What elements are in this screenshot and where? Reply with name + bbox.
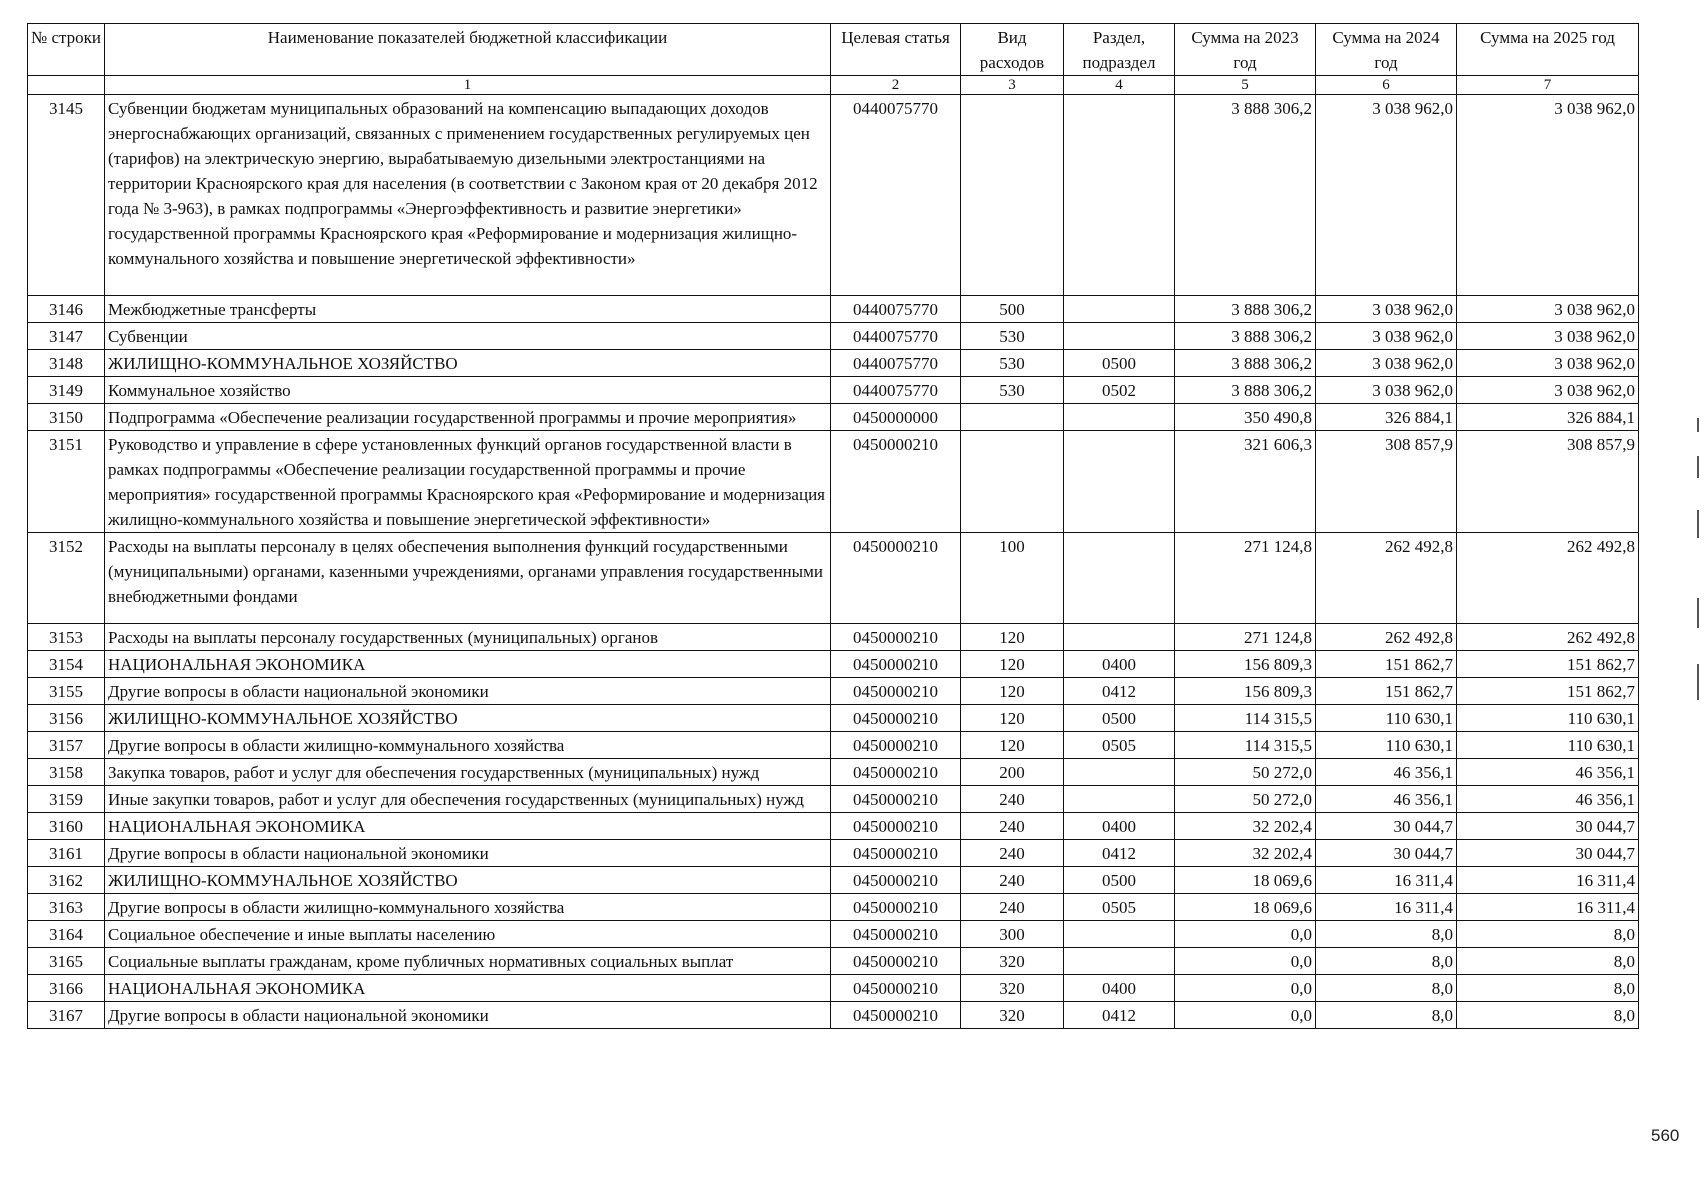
header-sum-2025: Сумма на 2025 год: [1457, 24, 1639, 76]
row-name: Подпрограмма «Обеспечение реализации государственной программы и прочие мероприятия»: [105, 404, 831, 431]
row-target-code: 0450000210: [831, 431, 961, 533]
row-sum-2023: 3 888 306,2: [1175, 95, 1316, 296]
row-expense-kind: 240: [961, 894, 1064, 921]
row-section-code: 0400: [1064, 975, 1175, 1002]
row-sum-2023: 18 069,6: [1175, 894, 1316, 921]
table-row: [28, 840, 1639, 867]
table-row: [28, 404, 1639, 431]
row-expense-kind: 320: [961, 948, 1064, 975]
row-number: 3153: [28, 624, 105, 651]
row-number: 3160: [28, 813, 105, 840]
row-name: Другие вопросы в области национальной экономики: [105, 678, 831, 705]
row-sum-2024: 110 630,1: [1316, 705, 1457, 732]
row-sum-2025: 8,0: [1457, 948, 1639, 975]
row-sum-2025: 3 038 962,0: [1457, 377, 1639, 404]
row-number: 3162: [28, 867, 105, 894]
table-row: [28, 624, 1639, 651]
row-expense-kind: [961, 431, 1064, 533]
column-number: 6: [1316, 76, 1457, 95]
row-number: 3149: [28, 377, 105, 404]
row-sum-2023: 50 272,0: [1175, 786, 1316, 813]
page-number: 560: [1651, 1126, 1680, 1145]
row-section-code: 0412: [1064, 678, 1175, 705]
row-sum-2024: 16 311,4: [1316, 894, 1457, 921]
row-sum-2024: 308 857,9: [1316, 431, 1457, 533]
table-row: [28, 678, 1639, 705]
row-expense-kind: 120: [961, 651, 1064, 678]
row-target-code: 0450000210: [831, 705, 961, 732]
column-number: 5: [1175, 76, 1316, 95]
row-sum-2023: 156 809,3: [1175, 651, 1316, 678]
row-number: 3152: [28, 533, 105, 624]
row-section-code: [1064, 948, 1175, 975]
row-sum-2024: 3 038 962,0: [1316, 296, 1457, 323]
row-expense-kind: 320: [961, 975, 1064, 1002]
row-target-code: 0450000210: [831, 759, 961, 786]
row-expense-kind: 530: [961, 323, 1064, 350]
row-sum-2023: 0,0: [1175, 948, 1316, 975]
row-name: Другие вопросы в области жилищно-коммунального хозяйства: [105, 894, 831, 921]
header-row-no: № строки: [28, 24, 105, 76]
row-expense-kind: 530: [961, 350, 1064, 377]
row-number: 3158: [28, 759, 105, 786]
row-sum-2025: 8,0: [1457, 1002, 1639, 1029]
row-number: 3155: [28, 678, 105, 705]
row-sum-2023: 0,0: [1175, 1002, 1316, 1029]
row-sum-2025: 3 038 962,0: [1457, 95, 1639, 296]
table-row: [28, 921, 1639, 948]
row-name: Другие вопросы в области национальной экономики: [105, 840, 831, 867]
row-expense-kind: 120: [961, 705, 1064, 732]
row-section-code: [1064, 759, 1175, 786]
table-row: [28, 651, 1639, 678]
table-row: [28, 975, 1639, 1002]
row-sum-2023: 3 888 306,2: [1175, 296, 1316, 323]
row-section-code: [1064, 404, 1175, 431]
row-number: 3154: [28, 651, 105, 678]
row-number: 3148: [28, 350, 105, 377]
row-section-code: 0502: [1064, 377, 1175, 404]
row-sum-2025: 110 630,1: [1457, 732, 1639, 759]
row-section-code: 0412: [1064, 840, 1175, 867]
table-row: [28, 377, 1639, 404]
row-number: 3157: [28, 732, 105, 759]
row-sum-2024: 8,0: [1316, 921, 1457, 948]
row-section-code: [1064, 624, 1175, 651]
row-name: ЖИЛИЩНО-КОММУНАЛЬНОЕ ХОЗЯЙСТВО: [105, 350, 831, 377]
row-number: 3147: [28, 323, 105, 350]
row-name: Закупка товаров, работ и услуг для обеспечения государственных (муниципальных) нужд: [105, 759, 831, 786]
row-sum-2025: 46 356,1: [1457, 759, 1639, 786]
column-number: [28, 76, 105, 95]
table-row: [28, 705, 1639, 732]
row-expense-kind: 200: [961, 759, 1064, 786]
row-sum-2024: 3 038 962,0: [1316, 350, 1457, 377]
row-expense-kind: 120: [961, 624, 1064, 651]
row-number: 3145: [28, 95, 105, 296]
table-header-row: [28, 24, 1639, 76]
column-number: 3: [961, 76, 1064, 95]
table-row: [28, 95, 1639, 296]
row-name: Субвенции бюджетам муниципальных образований на компенсацию выпадающих доходов энергоснабжающих организаций, связанных с применением государственных регулируемых цен (тарифов) на электрическую энергию, вырабатываемую дизельными электростанциями на территории Красноярского края для населения (в соответствии с Законом края от 20 декабря 2012 года № 3-963), в рамках подпрограммы «Энергоэффективность и развитие энергетики» государственной программы Красноярского края «Реформирование и модернизация жилищно-коммунального хозяйства и повышение энергетической эффективности»: [105, 95, 831, 296]
row-target-code: 0450000210: [831, 786, 961, 813]
row-target-code: 0450000210: [831, 894, 961, 921]
row-name: Другие вопросы в области национальной экономики: [105, 1002, 831, 1029]
row-expense-kind: 120: [961, 678, 1064, 705]
table-row: [28, 813, 1639, 840]
row-sum-2024: 30 044,7: [1316, 813, 1457, 840]
row-target-code: 0450000210: [831, 533, 961, 624]
row-expense-kind: [961, 95, 1064, 296]
row-sum-2025: 3 038 962,0: [1457, 323, 1639, 350]
row-sum-2025: 262 492,8: [1457, 624, 1639, 651]
row-sum-2025: 308 857,9: [1457, 431, 1639, 533]
row-sum-2024: 3 038 962,0: [1316, 95, 1457, 296]
row-section-code: [1064, 431, 1175, 533]
row-number: 3161: [28, 840, 105, 867]
table-row: [28, 732, 1639, 759]
row-sum-2025: 326 884,1: [1457, 404, 1639, 431]
row-sum-2024: 151 862,7: [1316, 651, 1457, 678]
row-target-code: 0450000210: [831, 921, 961, 948]
row-sum-2025: 16 311,4: [1457, 867, 1639, 894]
row-target-code: 0450000000: [831, 404, 961, 431]
row-sum-2025: 16 311,4: [1457, 894, 1639, 921]
row-expense-kind: 100: [961, 533, 1064, 624]
row-sum-2023: 156 809,3: [1175, 678, 1316, 705]
row-expense-kind: 120: [961, 732, 1064, 759]
row-number: 3146: [28, 296, 105, 323]
row-sum-2024: 3 038 962,0: [1316, 377, 1457, 404]
row-expense-kind: 240: [961, 786, 1064, 813]
row-sum-2025: 262 492,8: [1457, 533, 1639, 624]
scan-edge-marks: [1697, 418, 1701, 708]
row-sum-2024: 8,0: [1316, 948, 1457, 975]
table-row: [28, 948, 1639, 975]
row-sum-2023: 18 069,6: [1175, 867, 1316, 894]
row-section-code: 0412: [1064, 1002, 1175, 1029]
row-section-code: 0500: [1064, 350, 1175, 377]
row-number: 3167: [28, 1002, 105, 1029]
row-section-code: 0505: [1064, 894, 1175, 921]
column-number-row: [28, 76, 1639, 95]
row-name: Социальные выплаты гражданам, кроме публичных нормативных социальных выплат: [105, 948, 831, 975]
row-name: Социальное обеспечение и иные выплаты населению: [105, 921, 831, 948]
row-name: Межбюджетные трансферты: [105, 296, 831, 323]
row-sum-2024: 8,0: [1316, 1002, 1457, 1029]
table-body: [28, 95, 1639, 1029]
row-sum-2023: 50 272,0: [1175, 759, 1316, 786]
table-row: [28, 786, 1639, 813]
table-row: [28, 323, 1639, 350]
row-sum-2023: 0,0: [1175, 975, 1316, 1002]
row-expense-kind: 300: [961, 921, 1064, 948]
row-sum-2024: 46 356,1: [1316, 759, 1457, 786]
row-section-code: [1064, 533, 1175, 624]
header-sum-2024: Сумма на 2024 год: [1316, 24, 1457, 76]
row-sum-2023: 271 124,8: [1175, 533, 1316, 624]
row-sum-2024: 16 311,4: [1316, 867, 1457, 894]
row-sum-2024: 110 630,1: [1316, 732, 1457, 759]
row-name: Субвенции: [105, 323, 831, 350]
row-target-code: 0450000210: [831, 975, 961, 1002]
table-row: [28, 533, 1639, 624]
row-sum-2024: 262 492,8: [1316, 624, 1457, 651]
row-expense-kind: 240: [961, 813, 1064, 840]
row-sum-2024: 326 884,1: [1316, 404, 1457, 431]
row-section-code: [1064, 921, 1175, 948]
column-number: 2: [831, 76, 961, 95]
row-sum-2023: 3 888 306,2: [1175, 377, 1316, 404]
row-name: ЖИЛИЩНО-КОММУНАЛЬНОЕ ХОЗЯЙСТВО: [105, 705, 831, 732]
row-name: Расходы на выплаты персоналу в целях обеспечения выполнения функций государственными (муниципальными) органами, казенными учреждениями, органами управления государственными внебюджетными фондами: [105, 533, 831, 624]
row-name: Руководство и управление в сфере установленных функций органов государственной власти в рамках подпрограммы «Обеспечение реализации государственной программы и прочие мероприятия» государственной программы Красноярского края «Реформирование и модернизация жилищно-коммунального хозяйства и повышение энергетической эффективности»: [105, 431, 831, 533]
row-sum-2025: 30 044,7: [1457, 813, 1639, 840]
table-row: [28, 894, 1639, 921]
budget-table: [27, 23, 1639, 1029]
row-target-code: 0450000210: [831, 651, 961, 678]
header-target: Целевая статья: [831, 24, 961, 76]
row-section-code: 0500: [1064, 705, 1175, 732]
row-sum-2024: 8,0: [1316, 975, 1457, 1002]
row-section-code: 0505: [1064, 732, 1175, 759]
row-name: НАЦИОНАЛЬНАЯ ЭКОНОМИКА: [105, 813, 831, 840]
row-target-code: 0450000210: [831, 678, 961, 705]
row-number: 3156: [28, 705, 105, 732]
row-expense-kind: 500: [961, 296, 1064, 323]
row-expense-kind: [961, 404, 1064, 431]
table-row: [28, 431, 1639, 533]
row-sum-2023: 3 888 306,2: [1175, 323, 1316, 350]
column-number: 1: [105, 76, 831, 95]
row-target-code: 0450000210: [831, 1002, 961, 1029]
row-name: Другие вопросы в области жилищно-коммунального хозяйства: [105, 732, 831, 759]
row-sum-2023: 114 315,5: [1175, 732, 1316, 759]
row-expense-kind: 530: [961, 377, 1064, 404]
row-section-code: [1064, 296, 1175, 323]
row-target-code: 0450000210: [831, 840, 961, 867]
row-section-code: 0500: [1064, 867, 1175, 894]
row-number: 3159: [28, 786, 105, 813]
row-expense-kind: 240: [961, 840, 1064, 867]
row-sum-2023: 3 888 306,2: [1175, 350, 1316, 377]
row-sum-2025: 8,0: [1457, 975, 1639, 1002]
row-number: 3166: [28, 975, 105, 1002]
row-number: 3151: [28, 431, 105, 533]
row-sum-2023: 0,0: [1175, 921, 1316, 948]
row-target-code: 0440075770: [831, 323, 961, 350]
row-sum-2025: 30 044,7: [1457, 840, 1639, 867]
header-sum-2023: Сумма на 2023 год: [1175, 24, 1316, 76]
row-target-code: 0440075770: [831, 350, 961, 377]
row-expense-kind: 240: [961, 867, 1064, 894]
row-name: Иные закупки товаров, работ и услуг для обеспечения государственных (муниципальных) нужд: [105, 786, 831, 813]
row-sum-2024: 151 862,7: [1316, 678, 1457, 705]
row-sum-2025: 3 038 962,0: [1457, 350, 1639, 377]
table-row: [28, 350, 1639, 377]
row-target-code: 0440075770: [831, 95, 961, 296]
row-sum-2023: 32 202,4: [1175, 813, 1316, 840]
row-name: НАЦИОНАЛЬНАЯ ЭКОНОМИКА: [105, 975, 831, 1002]
table-row: [28, 867, 1639, 894]
row-section-code: [1064, 786, 1175, 813]
header-section: Раздел, подраздел: [1064, 24, 1175, 76]
row-sum-2025: 110 630,1: [1457, 705, 1639, 732]
row-sum-2024: 262 492,8: [1316, 533, 1457, 624]
column-number: 4: [1064, 76, 1175, 95]
row-name: ЖИЛИЩНО-КОММУНАЛЬНОЕ ХОЗЯЙСТВО: [105, 867, 831, 894]
row-number: 3165: [28, 948, 105, 975]
row-number: 3150: [28, 404, 105, 431]
row-number: 3163: [28, 894, 105, 921]
row-sum-2025: 3 038 962,0: [1457, 296, 1639, 323]
row-sum-2023: 271 124,8: [1175, 624, 1316, 651]
row-section-code: 0400: [1064, 651, 1175, 678]
row-section-code: [1064, 323, 1175, 350]
row-target-code: 0440075770: [831, 377, 961, 404]
row-sum-2023: 32 202,4: [1175, 840, 1316, 867]
column-number: 7: [1457, 76, 1639, 95]
table-row: [28, 759, 1639, 786]
row-target-code: 0450000210: [831, 867, 961, 894]
row-sum-2024: 30 044,7: [1316, 840, 1457, 867]
row-expense-kind: 320: [961, 1002, 1064, 1029]
row-section-code: [1064, 95, 1175, 296]
header-name: Наименование показателей бюджетной классификации: [105, 24, 831, 76]
row-sum-2023: 321 606,3: [1175, 431, 1316, 533]
row-name: Расходы на выплаты персоналу государственных (муниципальных) органов: [105, 624, 831, 651]
row-sum-2024: 46 356,1: [1316, 786, 1457, 813]
row-sum-2025: 8,0: [1457, 921, 1639, 948]
row-name: Коммунальное хозяйство: [105, 377, 831, 404]
row-target-code: 0450000210: [831, 813, 961, 840]
header-kind: Вид расходов: [961, 24, 1064, 76]
row-target-code: 0450000210: [831, 624, 961, 651]
table-row: [28, 296, 1639, 323]
row-sum-2023: 350 490,8: [1175, 404, 1316, 431]
row-sum-2025: 46 356,1: [1457, 786, 1639, 813]
row-target-code: 0450000210: [831, 948, 961, 975]
row-sum-2023: 114 315,5: [1175, 705, 1316, 732]
row-sum-2024: 3 038 962,0: [1316, 323, 1457, 350]
row-target-code: 0440075770: [831, 296, 961, 323]
row-sum-2025: 151 862,7: [1457, 651, 1639, 678]
row-name: НАЦИОНАЛЬНАЯ ЭКОНОМИКА: [105, 651, 831, 678]
row-section-code: 0400: [1064, 813, 1175, 840]
row-sum-2025: 151 862,7: [1457, 678, 1639, 705]
row-target-code: 0450000210: [831, 732, 961, 759]
table-row: [28, 1002, 1639, 1029]
row-number: 3164: [28, 921, 105, 948]
